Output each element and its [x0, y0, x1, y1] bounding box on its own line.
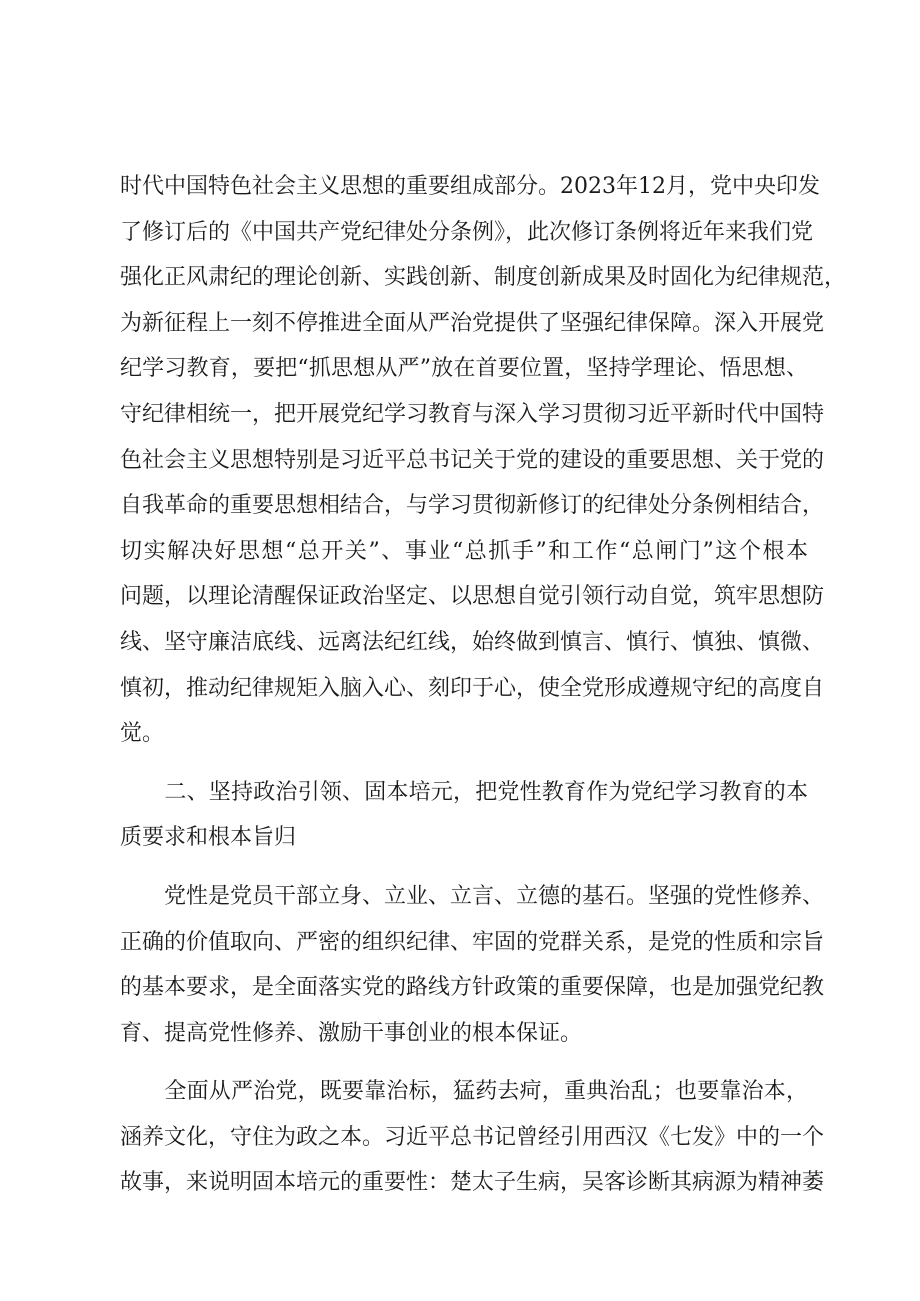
text-line: 守纪律相统一，把开展党纪学习教育与深入学习贯彻习近平新时代中国特: [120, 401, 825, 427]
text-line: 时代中国特色社会主义思想的重要组成部分。2023年12月，党中央印发: [120, 174, 820, 199]
document-body: [120, 164, 847, 1206]
text-line: 故事，来说明固本培元的重要性：楚太子生病，吴客诊断其病源为精神萎: [120, 1170, 825, 1196]
text-line: 慎初，推动纪律规矩入脑入心、刻印于心，使全党形成遵规守纪的高度自: [120, 675, 825, 701]
text-line: 涵养文化，守住为政之本。习近平总书记曾经引用西汉《七发》中的一个: [120, 1124, 825, 1150]
text-line: 为新征程上一刻不停推进全面从严治党提供了坚强纪律保障。深入开展党: [120, 310, 825, 336]
text-line: 的基本要求，是全面落实党的路线方针政策的重要保障，也是加强党纪教: [120, 975, 825, 1001]
text-line: 了修订后的《中国共产党纪律处分条例》，此次修订条例将近年来我们党: [120, 219, 814, 245]
paragraph-governance: [120, 1069, 825, 1206]
text-line: 强化正风肃纪的理论创新、实践创新、制度创新成果及时固化为纪律规范，: [120, 265, 847, 291]
section-heading: [120, 770, 808, 861]
heading-line: 质要求和根本旨归: [120, 825, 297, 851]
text-line: 全面从严治党，既要靠治标，猛药去疴，重典治乱；也要靠治本，: [120, 1079, 808, 1105]
text-line: 切实解决好思想“总开关”、事业“总抓手”和工作“总闸门”这个根本: [120, 538, 808, 564]
paragraph-continuation: [120, 164, 847, 757]
text-line: 正确的价值取向、严密的组织纪律、牢固的党群关系，是党的性质和宗旨: [120, 929, 825, 955]
text-line: 党性是党员干部立身、立业、立言、立德的基石。坚强的党性修养、: [120, 883, 825, 909]
paragraph-party-spirit: [120, 874, 825, 1056]
text-line: 育、提高党性修养、激励干事创业的根本保证。: [120, 1020, 583, 1046]
text-line: 觉。: [120, 721, 165, 747]
text-line: 色社会主义思想特别是习近平总书记关于党的建设的重要思想、关于党的: [120, 447, 825, 473]
heading-line: 二、坚持政治引领、固本培元，把党性教育作为党纪学习教育的本: [120, 779, 808, 805]
text-line: 纪学习教育，要把“抓思想从严”放在首要位置，坚持学理论、悟思想、: [120, 356, 808, 382]
text-line: 自我革命的重要思想相结合，与学习贯彻新修订的纪律处分条例相结合，: [120, 493, 825, 519]
text-line: 问题，以理论清醒保证政治坚定、以思想自觉引领行动自觉，筑牢思想防: [120, 584, 825, 610]
text-line: 线、坚守廉洁底线、远离法纪红线，始终做到慎言、慎行、慎独、慎微、: [120, 629, 825, 655]
